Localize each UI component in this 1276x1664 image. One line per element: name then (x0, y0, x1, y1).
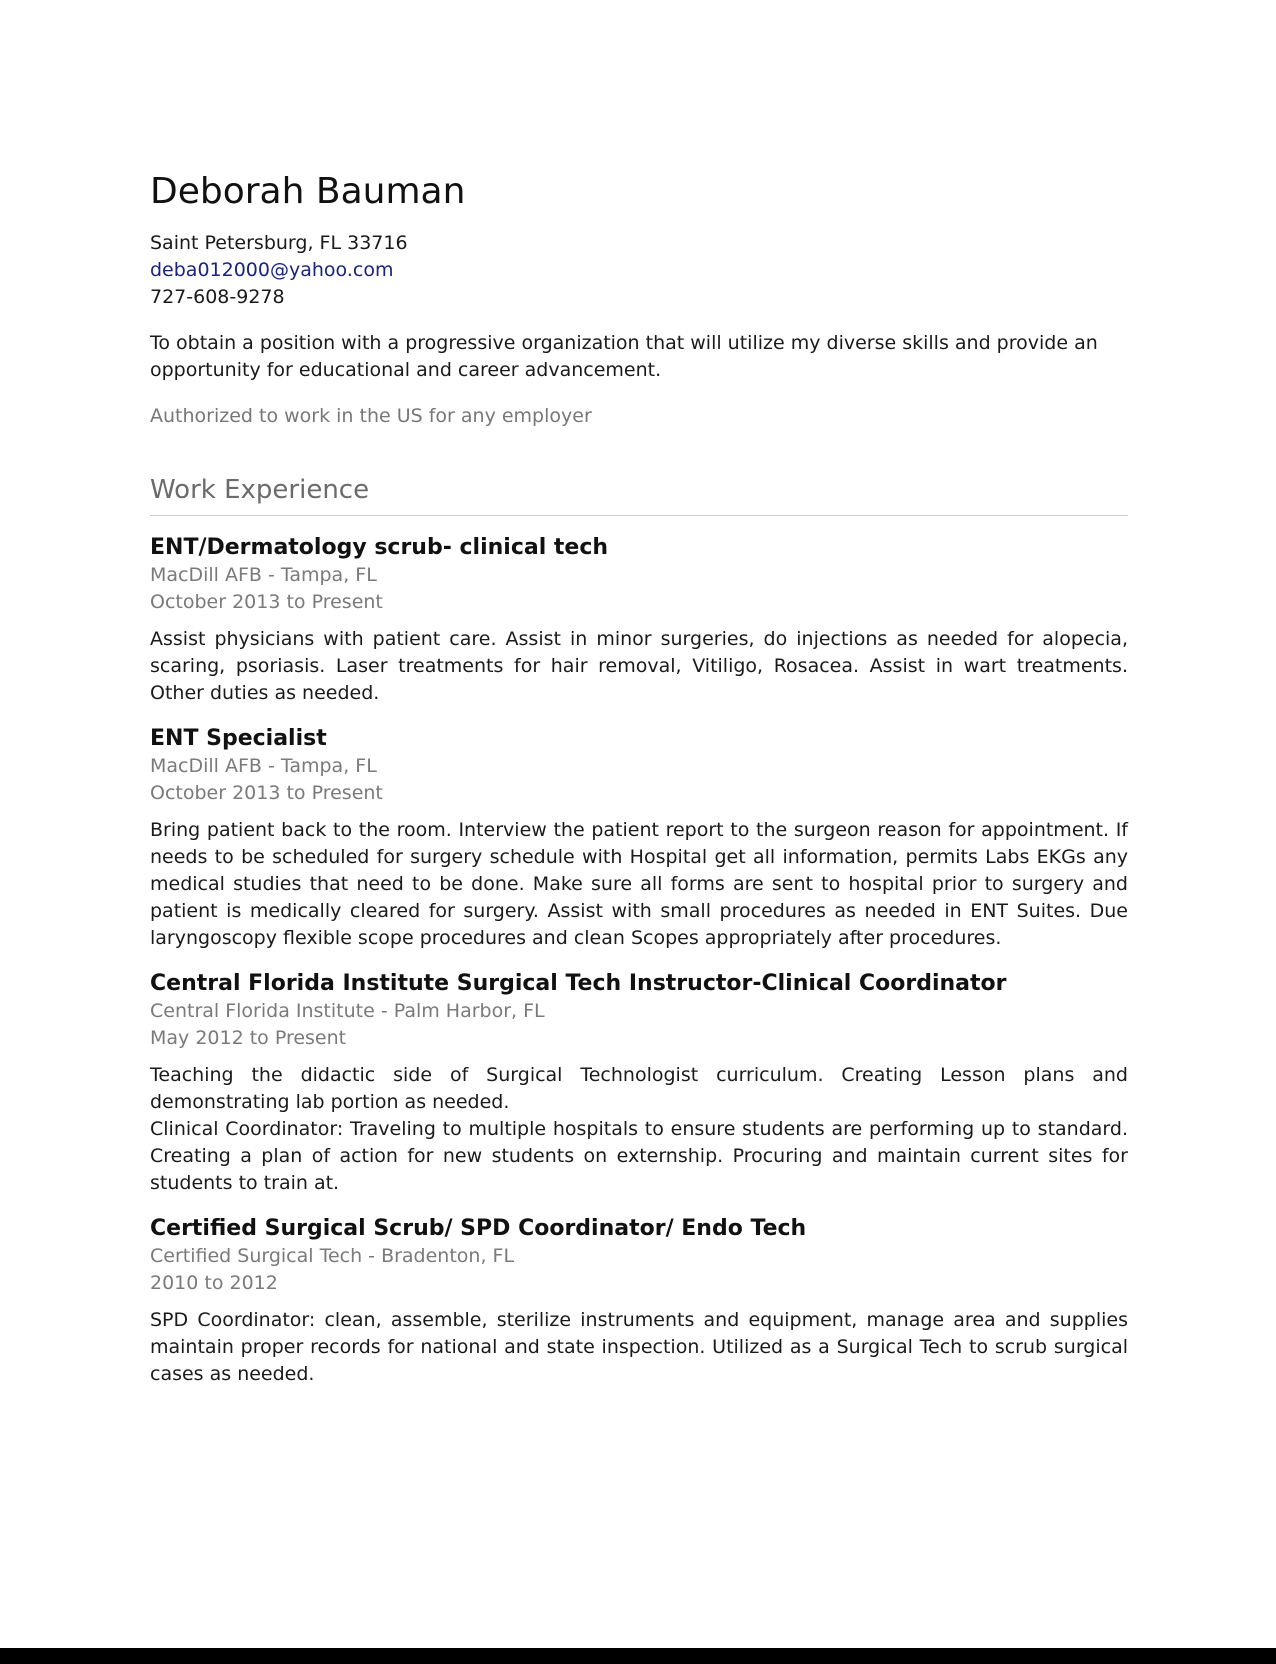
job-description (150, 1307, 1128, 1388)
job-description-paragraph: SPD Coordinator: clean, assemble, sterilize instruments and equipment, manage area and supplies maintain proper records for national and state inspection. Utilized as a Surgical Tech to scrub surgical cases as needed. (150, 1309, 1128, 1385)
job-description (150, 817, 1128, 952)
phone: 727-608-9278 (150, 286, 285, 308)
resume-content (150, 170, 1128, 1388)
job-dates: October 2013 to Present (150, 591, 383, 613)
job-dates: 2010 to 2012 (150, 1272, 278, 1294)
email-link[interactable]: deba012000@yahoo.com (150, 259, 394, 281)
work-authorization: Authorized to work in the US for any employer (150, 405, 592, 427)
job-title: Certified Surgical Scrub/ SPD Coordinator/ Endo Tech (150, 1216, 807, 1241)
job-dates: May 2012 to Present (150, 1027, 347, 1049)
job-company-location: Central Florida Institute - Palm Harbor, FL (150, 1000, 545, 1022)
job-company-location: MacDill AFB - Tampa, FL (150, 564, 377, 586)
job-entry (150, 534, 1128, 707)
job-description (150, 1062, 1128, 1197)
job-title: Central Florida Institute Surgical Tech Instructor-Clinical Coordinator (150, 971, 1007, 996)
job-company-location: Certified Surgical Tech - Bradenton, FL (150, 1245, 515, 1267)
job-company-location: MacDill AFB - Tampa, FL (150, 755, 377, 777)
job-title: ENT/Dermatology scrub- clinical tech (150, 535, 609, 560)
job-description-paragraph: Teaching the didactic side of Surgical Technologist curriculum. Creating Lesson plans and demonstrating lab portion as needed. (150, 1064, 1128, 1113)
objective-statement: To obtain a position with a progressive organization that will utilize my diverse skills and provide an opportunity for educational and career advancement. (150, 332, 1098, 381)
job-entry (150, 970, 1128, 1197)
bottom-bar (0, 1648, 1276, 1664)
job-entry (150, 1215, 1128, 1388)
location: Saint Petersburg, FL 33716 (150, 232, 408, 254)
candidate-name: Deborah Bauman (150, 171, 466, 212)
job-description (150, 626, 1128, 707)
section-title-work-experience: Work Experience (150, 474, 1128, 516)
job-description-paragraph: Bring patient back to the room. Interview the patient report to the surgeon reason for appointment. If needs to be scheduled for surgery schedule with Hospital get all information, permits Labs EKGs any medical studies that need to be done. Make sure all forms are sent to hospital prior to surgery and patient is medically cleared for surgery. Assist with small procedures as needed in ENT Suites. Due laryngoscopy flexible scope procedures and clean Scopes appropriately after procedures. (150, 819, 1128, 949)
job-dates: October 2013 to Present (150, 782, 383, 804)
job-title: ENT Specialist (150, 726, 327, 751)
job-description-paragraph: Assist physicians with patient care. Assist in minor surgeries, do injections as needed for alopecia, scaring, psoriasis. Laser treatments for hair removal, Vitiligo, Rosacea. Assist in wart treatments. Other duties as needed. (150, 628, 1128, 704)
job-entry (150, 725, 1128, 952)
job-description-paragraph: Clinical Coordinator: Traveling to multiple hospitals to ensure students are performing up to standard. Creating a plan of action for new students on externship. Procuring and maintain current sites for students to train at. (150, 1118, 1128, 1194)
